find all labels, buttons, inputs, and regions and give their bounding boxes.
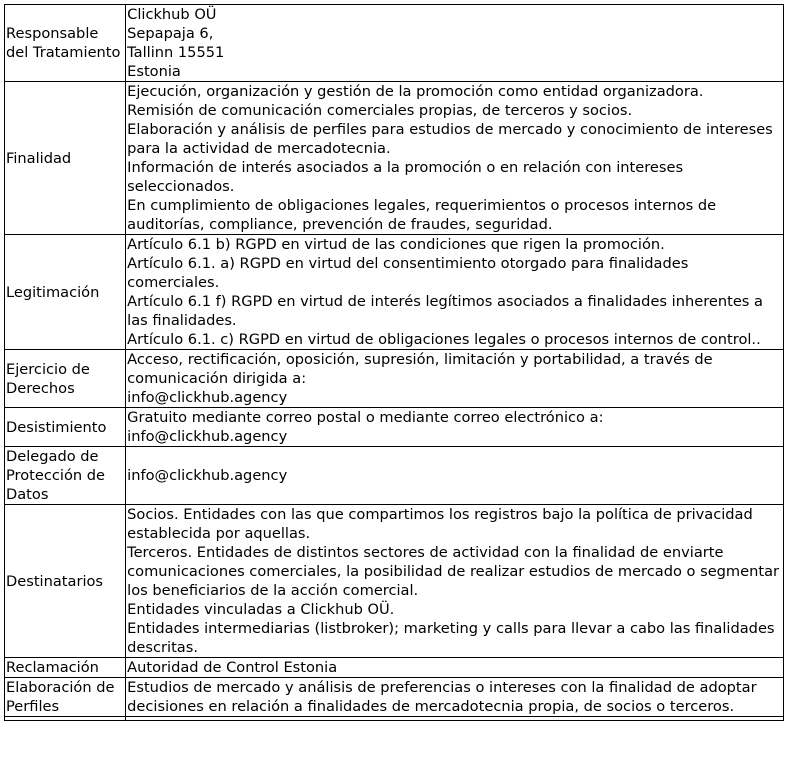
value-line: Información de interés asociados a la promoción o en relación con intereses seleccionados. <box>127 159 684 195</box>
partial-cell <box>5 717 126 721</box>
row-label-perfiles: Elaboración de Perfiles <box>5 678 126 717</box>
email-text: info@clickhub.agency <box>127 428 288 445</box>
row-label-derechos: Ejercicio de Derechos <box>5 350 126 408</box>
row-value-delegado <box>126 447 784 505</box>
value-line: Estudios de mercado y análisis de preferencias o intereses con la finalidad de adoptar decisiones en relación a finalidades de mercadotecnia propia, de socios o terceros. <box>127 679 757 715</box>
row-value-reclamacion <box>126 658 784 678</box>
table-row-perfiles <box>5 678 784 717</box>
table-row-finalidad <box>5 82 784 235</box>
value-line: Sepapaja 6, <box>127 25 214 42</box>
value-line: Gratuito mediante correo postal o mediante correo electrónico a: <box>127 409 604 426</box>
value-line: Artículo 6.1 f) RGPD en virtud de interés legítimos asociados a finalidades inherentes a las finalidades. <box>127 293 763 329</box>
email-text: info@clickhub.agency <box>127 389 288 406</box>
table-row-partial <box>5 717 784 721</box>
value-line: Terceros. Entidades de distintos sectores de actividad con la finalidad de enviarte comunicaciones comerciales, la posibilidad de realizar estudios de mercado o segmentar los beneficiarios de la acción comercial. <box>127 544 780 599</box>
row-value-legitimacion <box>126 235 784 350</box>
value-line: Artículo 6.1. c) RGPD en virtud de obligaciones legales o procesos internos de control.. <box>127 331 761 348</box>
privacy-info-table <box>4 4 784 721</box>
row-value-responsable <box>126 5 784 82</box>
table-row-legitimacion <box>5 235 784 350</box>
row-label-reclamacion: Reclamación <box>5 658 126 678</box>
row-value-perfiles <box>126 678 784 717</box>
row-value-finalidad <box>126 82 784 235</box>
value-line: Artículo 6.1 b) RGPD en virtud de las condiciones que rigen la promoción. <box>127 236 665 253</box>
partial-cell <box>126 717 784 721</box>
row-label-destinatarios: Destinatarios <box>5 505 126 658</box>
value-line: Remisión de comunicación comerciales propias, de terceros y socios. <box>127 102 633 119</box>
value-line: Elaboración y análisis de perfiles para estudios de mercado y conocimiento de intereses para la actividad de mercadotecnia. <box>127 121 773 157</box>
value-line: Clickhub OÜ <box>127 6 217 23</box>
value-line: Socios. Entidades con las que compartimos los registros bajo la política de privacidad establecida por aquellas. <box>127 506 753 542</box>
table-row-reclamacion <box>5 658 784 678</box>
row-value-destinatarios <box>126 505 784 658</box>
row-value-desistimiento <box>126 408 784 447</box>
row-label-delegado: Delegado de Protección de Datos <box>5 447 126 505</box>
row-label-responsable: Responsable del Tratamiento <box>5 5 126 82</box>
email-text: info@clickhub.agency <box>127 467 288 484</box>
row-label-desistimiento: Desistimiento <box>5 408 126 447</box>
row-value-derechos <box>126 350 784 408</box>
value-line: Estonia <box>127 63 181 80</box>
value-line: Tallinn 15551 <box>127 44 225 61</box>
row-label-finalidad: Finalidad <box>5 82 126 235</box>
value-line: En cumplimiento de obligaciones legales, requerimientos o procesos internos de auditorías, compliance, prevención de fraudes, seguridad. <box>127 197 717 233</box>
table-row-responsable <box>5 5 784 82</box>
value-line: Artículo 6.1. a) RGPD en virtud del consentimiento otorgado para finalidades comerciales. <box>127 255 689 291</box>
table-row-delegado <box>5 447 784 505</box>
row-label-legitimacion: Legitimación <box>5 235 126 350</box>
table-row-derechos <box>5 350 784 408</box>
value-line: Ejecución, organización y gestión de la promoción como entidad organizadora. <box>127 83 704 100</box>
table-row-desistimiento <box>5 408 784 447</box>
table-row-destinatarios <box>5 505 784 658</box>
value-line: Entidades vinculadas a Clickhub OÜ. <box>127 601 395 618</box>
value-line: Autoridad de Control Estonia <box>127 659 338 676</box>
value-line: Entidades intermediarias (listbroker); marketing y calls para llevar a cabo las finalidades descritas. <box>127 620 775 656</box>
value-line: Acceso, rectificación, oposición, supresión, limitación y portabilidad, a través de comunicación dirigida a: <box>127 351 713 387</box>
